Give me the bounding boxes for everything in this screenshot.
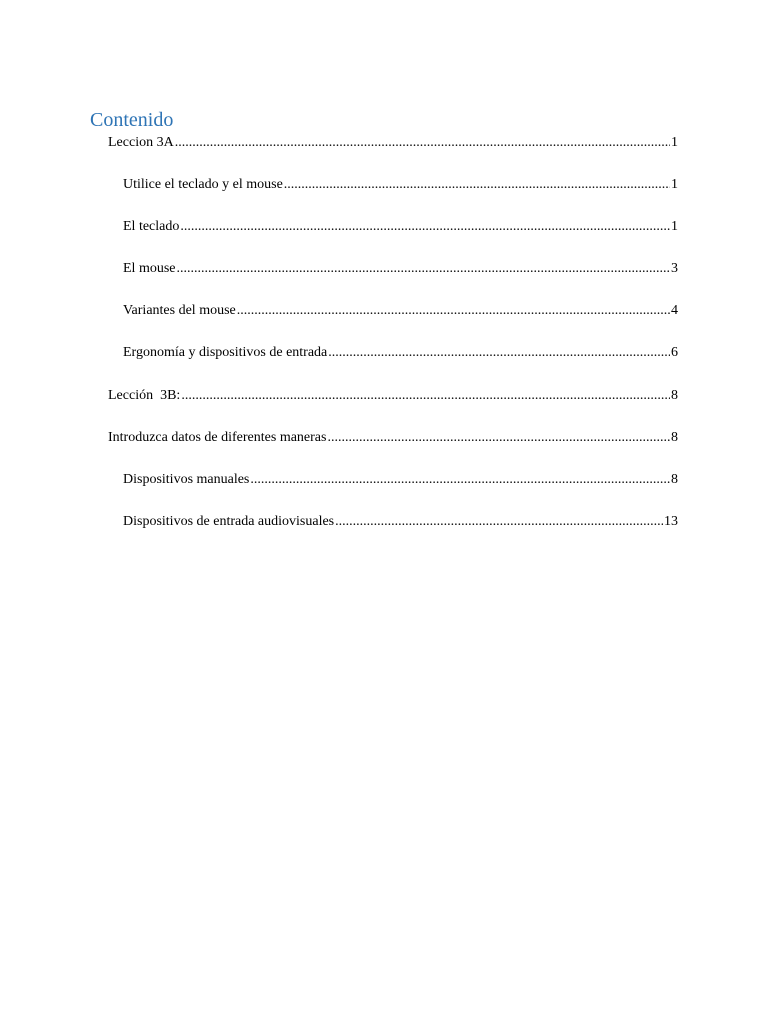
toc-entry-page: 8	[671, 388, 678, 403]
toc-leader	[175, 133, 670, 153]
toc-entry[interactable]	[123, 217, 678, 237]
toc-entry[interactable]	[108, 133, 678, 153]
toc-entry[interactable]	[108, 386, 678, 406]
toc-entry-text: Utilice el teclado y el mouse	[123, 177, 283, 192]
toc-leader	[284, 175, 670, 195]
toc-entry[interactable]	[123, 470, 678, 490]
toc-entry-text: El teclado	[123, 219, 180, 234]
toc-entry-text: Ergonomía y dispositivos de entrada	[123, 345, 328, 360]
toc-entry-text: El mouse	[123, 261, 176, 276]
toc-entry-page: 1	[671, 177, 678, 192]
toc-entry[interactable]	[123, 301, 678, 321]
toc-entry-page: 6	[671, 345, 678, 360]
toc-entry-page: 13	[664, 514, 678, 529]
toc-leader	[177, 259, 671, 279]
toc-entry-text: Lección 3B:	[108, 388, 181, 403]
toc-title: Contenido	[90, 109, 174, 131]
toc-entry-text: Dispositivos manuales	[123, 472, 250, 487]
toc-entry-text: Introduzca datos de diferentes maneras	[108, 430, 327, 445]
toc-leader	[180, 217, 670, 237]
toc-leader	[328, 343, 670, 363]
toc-entry[interactable]	[108, 428, 678, 448]
toc-entry[interactable]	[123, 512, 678, 532]
toc-entry[interactable]	[123, 343, 678, 363]
toc-leader	[237, 301, 670, 321]
toc-entry[interactable]	[123, 259, 678, 279]
toc-entry-page: 8	[671, 472, 678, 487]
toc-entry-text: Variantes del mouse	[123, 303, 236, 318]
toc-entry-text: Dispositivos de entrada audiovisuales	[123, 514, 335, 529]
toc-entry-text: Leccion 3A	[108, 135, 174, 150]
toc-entry-page: 8	[671, 430, 678, 445]
toc-entry-page: 4	[671, 303, 678, 318]
toc-leader	[335, 512, 663, 532]
toc-leader	[250, 470, 670, 490]
toc-leader	[327, 428, 670, 448]
toc-entry[interactable]	[123, 175, 678, 195]
toc-leader	[181, 386, 670, 406]
toc-entry-page: 1	[671, 219, 678, 234]
toc-entry-page: 3	[671, 261, 678, 276]
toc-entry-page: 1	[671, 135, 678, 150]
